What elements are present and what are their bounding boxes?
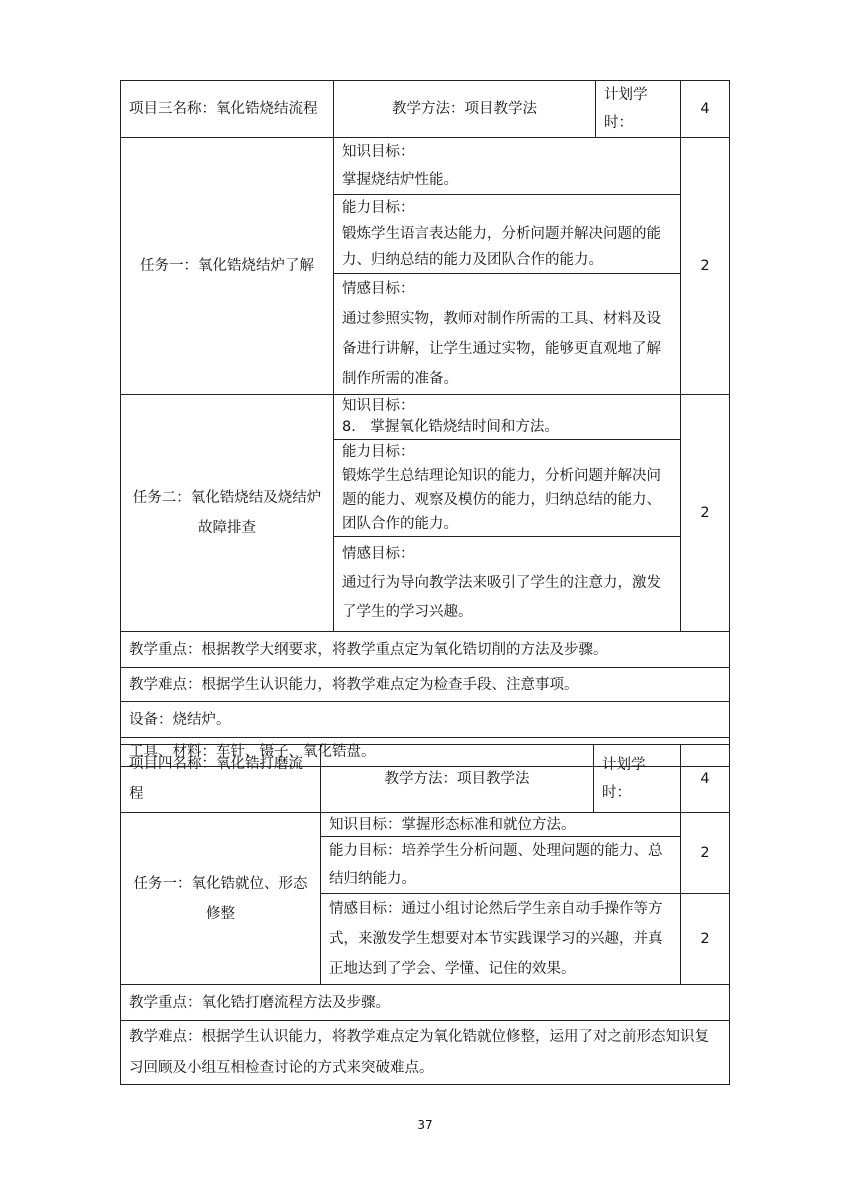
project4-task1-knowledge: 知识目标：掌握形态标准和就位方法。 (321, 813, 681, 837)
task2-ability-label: 能力目标： (342, 443, 415, 460)
project3-task2-hours: 2 (681, 395, 730, 632)
project3-difficulty: 教学难点：根据学生认识能力，将教学难点定为检查手段、注意事项。 (121, 668, 730, 702)
project3-table (120, 80, 730, 767)
task1-knowledge: 掌握烧结炉性能。 (342, 172, 458, 188)
project4-task1-ability: 能力目标：培养学生分析问题、处理问题的能力、总结归纳能力。 (321, 837, 681, 894)
project3-key-point: 教学重点：根据教学大纲要求，将教学重点定为氧化锆切削的方法及步骤。 (121, 632, 730, 668)
project3-name: 项目三名称：氧化锆烧结流程 (121, 81, 334, 138)
project3-equipment: 设备：烧结炉。 (121, 702, 730, 738)
project4-table (120, 744, 730, 1085)
project4-name: 项目四名称：氧化锆打磨流程 (121, 745, 321, 813)
page-number: 37 (417, 1118, 433, 1132)
project4-hours: 4 (681, 745, 730, 813)
task1-emotion-label: 情感目标： (342, 281, 415, 297)
project3-method: 教学方法：项目教学法 (334, 81, 596, 138)
task1-goals (334, 138, 680, 394)
task1-ability: 锻炼学生语言表达能力，分析问题并解决问题的能力、归纳总结的能力及团队合作的能力。 (342, 226, 661, 268)
task1-ability-label: 能力目标： (342, 200, 415, 216)
project4-task1-emotion: 情感目标：通过小组讨论然后学生亲自动手操作等方式，来激发学生想要对本节实践课学习的兴趣，并真正地达到了学会、学懂、记住的效果。 (321, 894, 681, 985)
project4-difficulty: 教学难点：根据学生认识能力，将教学难点定为氧化锆就位修整，运用了对之前形态知识复习回顾及小组互相检查讨论的方式来突破难点。 (121, 1021, 730, 1085)
task1-knowledge-label: 知识目标： (342, 144, 415, 160)
task2-emotion-label: 情感目标： (342, 546, 415, 563)
project4-task1-title: 任务一：氧化锆就位、形态修整 (121, 813, 321, 985)
task2-emotion: 通过行为导向教学法来吸引了学生的注意力，激发了学生的学习兴趣。 (342, 575, 661, 621)
project4-method: 教学方法：项目教学法 (321, 745, 594, 813)
project3-task1-hours: 2 (681, 138, 730, 395)
project3-task2-title: 任务二：氧化锆烧结及烧结炉故障排查 (121, 395, 334, 632)
task1-emotion: 通过参照实物，教师对制作所需的工具、材料及设备进行讲解，让学生通过实物，能够更直观地了解制作所需的准备。 (342, 311, 661, 387)
project4-hours-label: 计划学时： (594, 745, 681, 813)
task2-knowledge-label: 知识目标： (342, 397, 415, 414)
project3-task1-title: 任务一：氧化锆烧结炉了解 (121, 138, 334, 395)
project3-tools: 工具、材料：车针、镊子、氧化锆盘。 (121, 738, 730, 767)
project4-task1-hours-ability: 2 (681, 813, 730, 894)
task2-ability: 锻炼学生总结理论知识的能力，分析问题并解决问题的能力、观察及模仿的能力，归纳总结的能力、团队合作的能力。 (342, 467, 661, 532)
project3-hours: 4 (681, 81, 730, 138)
task2-knowledge: 8. 掌握氧化锆烧结时间和方法。 (342, 418, 559, 435)
project4-task1-hours-emotion: 2 (681, 894, 730, 985)
project4-key-point: 教学重点：氧化锆打磨流程方法及步骤。 (121, 985, 730, 1021)
task2-goals (334, 395, 680, 631)
project3-hours-label: 计划学时： (596, 81, 681, 138)
